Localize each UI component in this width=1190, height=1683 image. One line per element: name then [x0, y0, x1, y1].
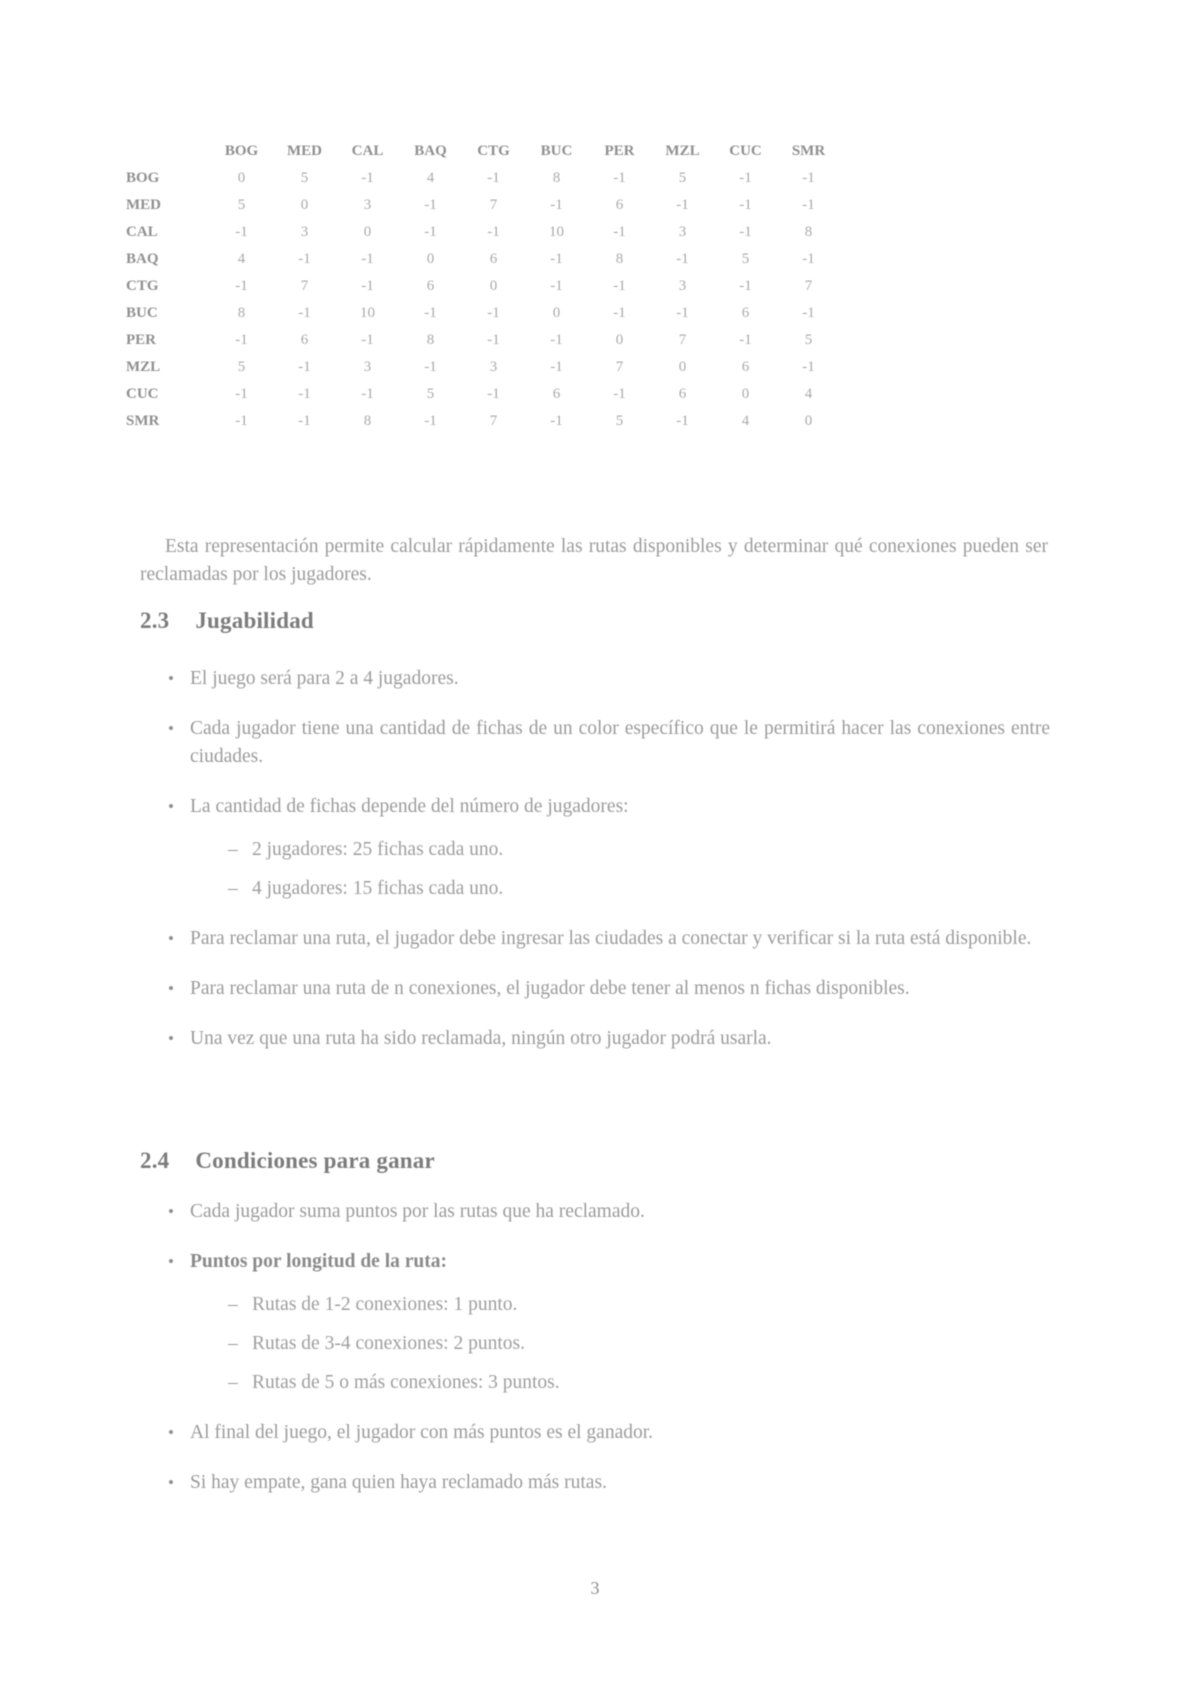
- table-cell: 10: [549, 224, 564, 240]
- table-cell: 3: [363, 197, 372, 213]
- table-cell: -1: [802, 170, 815, 186]
- bullet-item: [168, 793, 1050, 903]
- row-label: MED: [126, 197, 161, 213]
- table-cell: -1: [739, 170, 752, 186]
- table-row: [126, 354, 840, 381]
- sub-bullet-item: [228, 1291, 1050, 1319]
- table-cell: 6: [552, 386, 561, 402]
- sub-bullet-item: [228, 1369, 1050, 1397]
- table-cell: -1: [550, 197, 563, 213]
- table-cell: -1: [802, 305, 815, 321]
- table-cell: 3: [489, 359, 498, 375]
- row-label: MZL: [126, 359, 161, 375]
- column-header: BAQ: [414, 143, 447, 159]
- table-cell: -1: [361, 170, 374, 186]
- table-cell: -1: [235, 224, 248, 240]
- table-cell: 3: [678, 278, 687, 294]
- table-cell: -1: [487, 305, 500, 321]
- column-header: CTG: [477, 143, 510, 159]
- row-label: PER: [126, 332, 156, 348]
- table-cell: 5: [237, 359, 246, 375]
- table-cell: -1: [361, 332, 374, 348]
- sub-bullet-item: [228, 836, 1050, 864]
- table-cell: 5: [804, 332, 813, 348]
- bullet-list-condiciones: [168, 1198, 1050, 1519]
- table-cell: -1: [424, 359, 437, 375]
- column-header: CAL: [351, 143, 384, 159]
- section-heading-jugabilidad: [140, 608, 314, 634]
- table-row: [126, 219, 840, 246]
- section-title: Jugabilidad: [195, 608, 314, 633]
- table-cell: -1: [424, 197, 437, 213]
- table-cell: 0: [804, 413, 813, 429]
- bullet-text: La cantidad de fichas depende del número de jugadores:: [190, 796, 629, 817]
- bullet-text: El juego será para 2 a 4 jugadores.: [190, 668, 459, 689]
- bullet-icon: •: [168, 979, 174, 998]
- dash-icon: –: [228, 1372, 238, 1393]
- column-header: MZL: [665, 143, 700, 159]
- sub-bullet-item: [228, 1330, 1050, 1358]
- table-cell: -1: [235, 386, 248, 402]
- table-cell: -1: [550, 251, 563, 267]
- table-header-row-group: [126, 138, 840, 165]
- table-cell: -1: [298, 305, 311, 321]
- table-cell: -1: [487, 170, 500, 186]
- table-cell: -1: [298, 251, 311, 267]
- table-cell: 5: [237, 197, 246, 213]
- table-cell: -1: [361, 251, 374, 267]
- table-cell: 5: [426, 386, 435, 402]
- table-row: [126, 165, 840, 192]
- sub-bullet-list: [228, 1291, 1050, 1397]
- column-header: CUC: [729, 143, 762, 159]
- table-cell: -1: [550, 332, 563, 348]
- table-cell: 4: [237, 251, 246, 267]
- section-title: Condiciones para ganar: [195, 1148, 435, 1173]
- table-cell: -1: [613, 305, 626, 321]
- bullet-list-jugabilidad: [168, 665, 1050, 1075]
- table-cell: -1: [739, 197, 752, 213]
- table-cell: -1: [802, 359, 815, 375]
- table-cell: -1: [235, 413, 248, 429]
- table-cell: -1: [235, 278, 248, 294]
- bullet-text: Si hay empate, gana quien haya reclamado más rutas.: [190, 1472, 607, 1493]
- bullet-icon: •: [168, 1423, 174, 1442]
- table-cell: 8: [615, 251, 624, 267]
- table-cell: 0: [615, 332, 624, 348]
- table-cell: 7: [300, 278, 309, 294]
- table-cell: -1: [550, 278, 563, 294]
- dash-icon: –: [228, 839, 238, 860]
- table-cell: -1: [550, 359, 563, 375]
- table-row: [126, 192, 840, 219]
- bullet-text: Para reclamar una ruta, el jugador debe ingresar las ciudades a conectar y verificar si la ruta está disponible.: [190, 928, 1032, 949]
- column-header: MED: [287, 143, 322, 159]
- bullet-item: [168, 1469, 1050, 1497]
- table-cell: 7: [678, 332, 687, 348]
- section-heading-condiciones: [140, 1148, 435, 1174]
- column-header: BOG: [224, 143, 259, 159]
- table-cell: 0: [552, 305, 561, 321]
- table-cell: 7: [489, 413, 498, 429]
- row-label: SMR: [126, 413, 160, 429]
- bullet-item: [168, 1248, 1050, 1397]
- table-cell: 0: [363, 224, 372, 240]
- column-header: SMR: [791, 143, 826, 159]
- table-cell: -1: [739, 332, 752, 348]
- table-cell: -1: [676, 197, 689, 213]
- table-cell: -1: [550, 413, 563, 429]
- column-header: PER: [604, 143, 635, 159]
- table-cell: 8: [552, 170, 561, 186]
- table-row: [126, 273, 840, 300]
- table-cell: -1: [235, 332, 248, 348]
- table-cell: -1: [487, 386, 500, 402]
- table-row: [126, 381, 840, 408]
- section-number: 2.3: [140, 608, 170, 633]
- table-cell: -1: [676, 251, 689, 267]
- table-cell: -1: [676, 305, 689, 321]
- page-number: 3: [590, 1578, 600, 1598]
- table-cell: 8: [237, 305, 246, 321]
- table-cell: 0: [489, 278, 498, 294]
- table-cell: -1: [298, 386, 311, 402]
- corner-cell: [126, 138, 210, 165]
- table-cell: -1: [676, 413, 689, 429]
- bullet-item: [168, 1419, 1050, 1447]
- table-cell: 10: [360, 305, 375, 321]
- table-cell: 0: [237, 170, 246, 186]
- table-cell: 7: [615, 359, 624, 375]
- table-cell: 5: [300, 170, 309, 186]
- table-cell: -1: [361, 386, 374, 402]
- table-header-row: [126, 138, 840, 165]
- table-row: [126, 246, 840, 273]
- bullet-item: [168, 925, 1050, 953]
- table-cell: 0: [741, 386, 750, 402]
- bullet-text: Una vez que una ruta ha sido reclamada, ningún otro jugador podrá usarla.: [190, 1028, 772, 1049]
- table-cell: -1: [802, 251, 815, 267]
- sub-bullet-text: 4 jugadores: 15 fichas cada uno.: [252, 878, 504, 899]
- table-body: [126, 165, 840, 435]
- table-cell: 5: [615, 413, 624, 429]
- table-cell: -1: [487, 332, 500, 348]
- table-cell: 6: [741, 305, 750, 321]
- table-row: [126, 327, 840, 354]
- table-cell: 6: [615, 197, 624, 213]
- table-cell: 3: [363, 359, 372, 375]
- bullet-icon: •: [168, 1473, 174, 1492]
- table-cell: -1: [424, 413, 437, 429]
- bullet-item: [168, 1025, 1050, 1053]
- row-label: CTG: [126, 278, 159, 294]
- bullet-item: [168, 715, 1050, 771]
- table-cell: -1: [424, 224, 437, 240]
- sub-bullet-text: Rutas de 1-2 conexiones: 1 punto.: [252, 1294, 518, 1315]
- table-cell: 6: [741, 359, 750, 375]
- table-cell: -1: [613, 224, 626, 240]
- table-cell: 4: [741, 413, 750, 429]
- column-header: BUC: [540, 143, 573, 159]
- table-cell: -1: [298, 359, 311, 375]
- table-cell: 3: [678, 224, 687, 240]
- table-cell: 8: [426, 332, 435, 348]
- bullet-text: Cada jugador tiene una cantidad de fichas de un color específico que le permitirá hacer las conexiones entre ciudades.: [190, 718, 1050, 767]
- table-cell: -1: [613, 170, 626, 186]
- table-cell: -1: [424, 305, 437, 321]
- row-label: BOG: [126, 170, 160, 186]
- bullet-icon: •: [168, 1202, 174, 1221]
- table-cell: -1: [613, 278, 626, 294]
- bullet-icon: •: [168, 1029, 174, 1048]
- bullet-text: Para reclamar una ruta de n conexiones, el jugador debe tener al menos n fichas disponibles.: [190, 978, 910, 999]
- dash-icon: –: [228, 1333, 238, 1354]
- table-cell: 6: [300, 332, 309, 348]
- city-adjacency-table: [126, 138, 840, 435]
- bullet-item: [168, 1198, 1050, 1226]
- section-number: 2.4: [140, 1148, 170, 1173]
- table-cell: 6: [678, 386, 687, 402]
- bullet-icon: •: [168, 669, 174, 688]
- table-cell: 8: [363, 413, 372, 429]
- table-cell: 0: [678, 359, 687, 375]
- dash-icon: –: [228, 1294, 238, 1315]
- table-cell: 4: [426, 170, 435, 186]
- table-row: [126, 300, 840, 327]
- bullet-icon: •: [168, 797, 174, 816]
- bullet-icon: •: [168, 929, 174, 948]
- table-cell: 6: [489, 251, 498, 267]
- table-cell: -1: [613, 386, 626, 402]
- bullet-item: [168, 665, 1050, 693]
- table-row: [126, 408, 840, 435]
- bullet-text: Puntos por longitud de la ruta:: [190, 1251, 447, 1272]
- bullet-icon: •: [168, 719, 174, 738]
- sub-bullet-text: Rutas de 5 o más conexiones: 3 puntos.: [252, 1372, 560, 1393]
- bullet-text: Cada jugador suma puntos por las rutas que ha reclamado.: [190, 1201, 645, 1222]
- sub-bullet-text: Rutas de 3-4 conexiones: 2 puntos.: [252, 1333, 525, 1354]
- table-cell: 4: [804, 386, 813, 402]
- table-cell: 0: [426, 251, 435, 267]
- row-label: BAQ: [126, 251, 159, 267]
- table-cell: 5: [678, 170, 687, 186]
- table-cell: -1: [739, 224, 752, 240]
- table-cell: 8: [804, 224, 813, 240]
- bullet-item: [168, 975, 1050, 1003]
- table-cell: 0: [300, 197, 309, 213]
- bullet-icon: •: [168, 1252, 174, 1271]
- table-cell: 5: [741, 251, 750, 267]
- sub-bullet-text: 2 jugadores: 25 fichas cada uno.: [252, 839, 504, 860]
- table-cell: -1: [298, 413, 311, 429]
- table-cell: 3: [300, 224, 309, 240]
- table-cell: 7: [804, 278, 813, 294]
- intro-paragraph: Esta representación permite calcular rápidamente las rutas disponibles y determinar qué conexiones pueden ser reclamadas por los jugadores.: [140, 535, 1048, 585]
- table-cell: 7: [489, 197, 498, 213]
- sub-bullet-item: [228, 875, 1050, 903]
- bullet-text: Al final del juego, el jugador con más puntos es el ganador.: [190, 1422, 654, 1443]
- dash-icon: –: [228, 878, 238, 899]
- table-cell: -1: [739, 278, 752, 294]
- sub-bullet-list: [228, 836, 1050, 903]
- table-cell: -1: [487, 224, 500, 240]
- row-label: BUC: [126, 305, 158, 321]
- table-cell: 6: [426, 278, 435, 294]
- row-label: CAL: [126, 224, 158, 240]
- table-cell: -1: [361, 278, 374, 294]
- row-label: CUC: [126, 386, 159, 402]
- table-cell: -1: [802, 197, 815, 213]
